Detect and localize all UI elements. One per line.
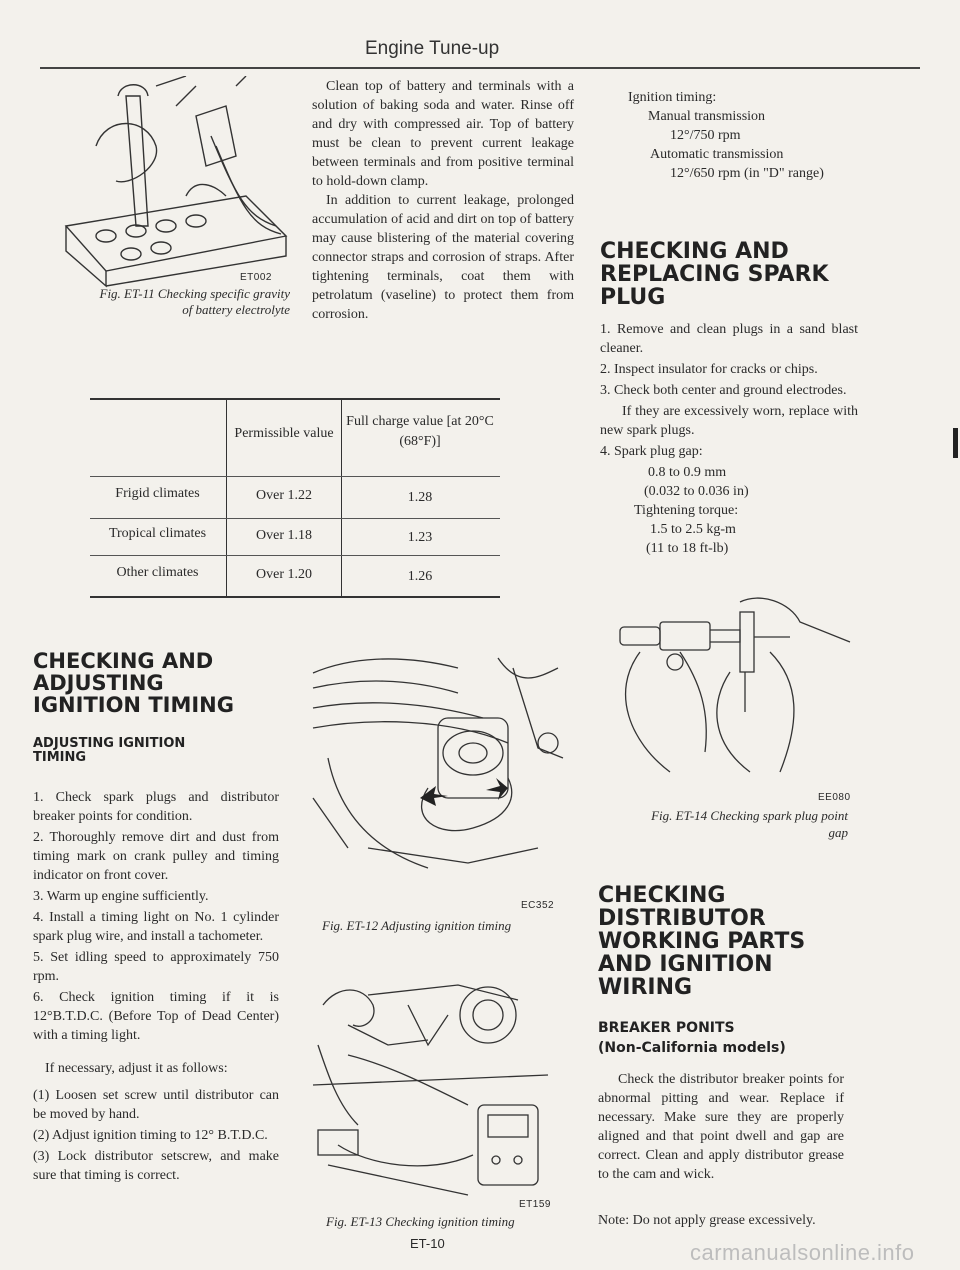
timing-subheading-line2: TIMING: [33, 749, 87, 765]
fig14-caption: [600, 807, 848, 841]
ignition-timing-spec: [598, 88, 898, 183]
spark-torque-ftlb: (11 to 18 ft-lb): [646, 541, 729, 556]
gravity-row-other-full: 1.26: [407, 569, 433, 584]
timing-adjust-step-1: (1) Loosen set screw until distributor can be moved by hand.: [33, 1088, 279, 1122]
timing-light-check-illustration: [308, 965, 570, 1205]
timing-steps: [33, 788, 279, 1187]
gravity-table-hline-1: [90, 476, 500, 477]
timing-heading-line2: ADJUSTING: [33, 671, 164, 696]
gravity-header-permissible: Permissible value: [234, 426, 334, 441]
fig14-code: EE080: [818, 792, 851, 803]
timing-adjust-step-2: (2) Adjust ignition timing to 12° B.T.D.C.: [33, 1128, 268, 1143]
gravity-row-tropical-label: Tropical climates: [108, 526, 207, 541]
fig11-code: ET002: [240, 272, 272, 283]
page-edge-tab: [953, 428, 958, 458]
distributor-body: Check the distributor breaker points for abnormal pitting and wear. Replace if necessary. Make sure they are properly aligned and that point dwell and gap are correct. Clean and apply distributor grease to the cam and wick.: [598, 1072, 844, 1182]
distributor-heading-line2: DISTRIBUTOR: [598, 906, 766, 932]
timing-adjust-intro: If necessary, adjust it as follows:: [45, 1061, 228, 1076]
timing-step-1: 1. Check spark plugs and distributor breaker points for condition.: [33, 790, 279, 824]
gravity-row-other-permissible: Over 1.20: [256, 567, 312, 582]
fig11-caption-line2: of battery electrolyte: [182, 302, 290, 317]
gravity-table-bottom-rule: [90, 596, 500, 598]
fig12-caption: Fig. ET-12 Adjusting ignition timing: [322, 918, 512, 933]
timing-adjust-step-3: (3) Lock distributor setscrew, and make sure that timing is correct.: [33, 1149, 279, 1183]
fig13-caption: Fig. ET-13 Checking ignition timing: [326, 1214, 515, 1229]
spark-section-heading: [600, 240, 829, 309]
distributor-heading-line4: AND IGNITION: [598, 952, 773, 978]
spark-torque-kgm: 1.5 to 2.5 kg-m: [650, 522, 736, 537]
timing-subheading: [33, 737, 185, 764]
fig11-caption: [50, 286, 290, 318]
timing-step-6: 6. Check ignition timing if it is 12°B.T.D.C. (Before Top of Dead Center) with a timing light.: [33, 990, 279, 1043]
distributor-subheading: [598, 1018, 786, 1058]
watermark: carmanualsonline.info: [690, 1240, 915, 1265]
gravity-table-vline-2: [341, 400, 342, 596]
spark-steps: [600, 320, 858, 558]
fig14-caption-line2: gap: [828, 825, 848, 840]
battery-text: [312, 77, 574, 324]
fig12-code: EC352: [521, 900, 555, 911]
spark-plug-gap-illustration: [600, 592, 870, 782]
spark-gap-mm: 0.8 to 0.9 mm: [648, 465, 727, 480]
distributor-note: Note: Do not apply grease excessively.: [598, 1213, 816, 1228]
timing-step-3: 3. Warm up engine sufficiently.: [33, 889, 209, 904]
battery-paragraph-1: Clean top of battery and terminals with a solution of baking soda and water. Rinse off and dry with compressed air. Top of battery must be clean to prevent current leakage between terminals and from positive terminal to hold-down clamp.: [312, 79, 574, 189]
automatic-transmission-value: 12°/650 rpm (in "D" range): [670, 166, 824, 181]
page-title: Engine Tune-up: [365, 38, 500, 59]
header-rule: [40, 67, 920, 69]
gravity-row-frigid-label: Frigid climates: [115, 486, 200, 501]
timing-section-heading: [33, 650, 234, 716]
spark-gap-in: (0.032 to 0.036 in): [644, 484, 749, 499]
timing-step-2: 2. Thoroughly remove dirt and dust from timing mark on crank pulley and timing indicator on front cover.: [33, 830, 279, 883]
fig14-caption-line1: Fig. ET-14 Checking spark plug point: [651, 808, 848, 823]
gravity-table-hline-3: [90, 555, 500, 556]
timing-step-4: 4. Install a timing light on No. 1 cylinder spark plug wire, and install a tachometer.: [33, 910, 279, 944]
distributor-heading-line1: CHECKING: [598, 883, 726, 908]
gravity-row-tropical-permissible: Over 1.18: [256, 528, 312, 543]
gravity-row-frigid-full: 1.28: [407, 490, 433, 505]
battery-hydrometer-illustration: [36, 76, 296, 291]
spark-step-2: 2. Inspect insulator for cracks or chips.: [600, 362, 818, 377]
distributor-subheading-line1: BREAKER PONITS: [598, 1020, 735, 1036]
fig13-code: ET159: [519, 1199, 551, 1210]
spark-step-3b: If they are excessively worn, replace with new spark plugs.: [600, 404, 858, 438]
spark-heading-line1: CHECKING AND: [600, 239, 789, 264]
gravity-header-fullcharge: Full charge value [at 20°C (68°F)]: [346, 414, 494, 449]
gravity-table-hline-2: [90, 518, 500, 519]
gravity-row-tropical-full: 1.23: [407, 530, 433, 545]
timing-heading-line1: CHECKING AND: [33, 649, 214, 673]
gravity-table-top-rule: [90, 398, 500, 400]
distributor-heading-line3: WORKING PARTS: [598, 929, 806, 955]
gravity-row-other-label: Other climates: [116, 565, 199, 580]
distributor-adjustment-illustration: [308, 648, 570, 888]
page-number: ET-10: [410, 1236, 445, 1251]
manual-transmission-label: Manual transmission: [648, 109, 766, 124]
spark-torque-label: Tightening torque:: [634, 503, 739, 518]
distributor-section-heading: [598, 884, 805, 999]
spark-step-3: 3. Check both center and ground electrodes.: [600, 383, 847, 398]
spark-heading-line3: PLUG: [600, 285, 666, 311]
battery-paragraph-2: In addition to current leakage, prolonged accumulation of acid and dirt on top of battery may cause blistering of the material covering connector straps and corrosion of straps. After tightening terminals, coat them with petrolatum (vaseline) to protect them from corrosion.: [312, 193, 574, 322]
timing-step-5: 5. Set idling speed to approximately 750 rpm.: [33, 950, 279, 984]
spark-heading-line2: REPLACING SPARK: [600, 262, 829, 288]
gravity-row-frigid-permissible: Over 1.22: [256, 488, 312, 503]
automatic-transmission-label: Automatic transmission: [650, 147, 784, 162]
timing-heading-line3: IGNITION TIMING: [33, 693, 234, 718]
manual-transmission-value: 12°/750 rpm: [670, 128, 741, 143]
spark-step-1: 1. Remove and clean plugs in a sand blast cleaner.: [600, 322, 858, 356]
gravity-table-vline-1: [226, 400, 227, 596]
ignition-timing-label: Ignition timing:: [628, 90, 717, 105]
spark-step-4: 4. Spark plug gap:: [600, 444, 703, 459]
distributor-heading-line5: WIRING: [598, 975, 693, 1001]
timing-subheading-line1: ADJUSTING IGNITION: [33, 736, 186, 751]
distributor-subheading-line2: (Non-California models): [598, 1040, 786, 1056]
fig11-caption-line1: Fig. ET-11 Checking specific gravity: [99, 286, 290, 301]
